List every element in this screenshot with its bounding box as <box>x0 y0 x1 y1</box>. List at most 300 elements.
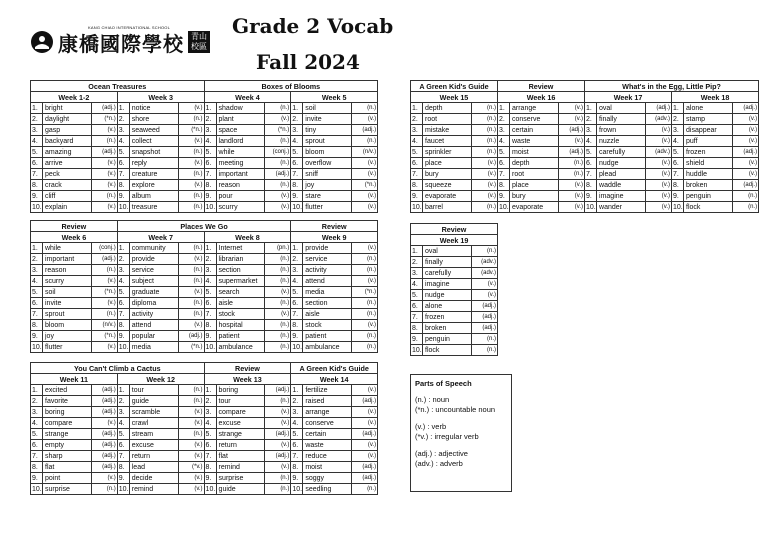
week-label: Week 11 <box>31 374 118 385</box>
table-row <box>31 342 378 353</box>
word-number: 3. <box>31 265 43 276</box>
word-number: 6. <box>31 158 43 169</box>
vocab-word: explain <box>43 202 92 213</box>
vocab-word: collect <box>129 136 178 147</box>
part-of-speech: (v.) <box>265 418 291 429</box>
word-number: 1. <box>117 103 129 114</box>
vocab-word: reduce <box>303 451 352 462</box>
vocab-word: squeeze <box>423 180 472 191</box>
word-number: 6. <box>585 158 597 169</box>
word-number: 5. <box>411 147 423 158</box>
vocab-word: reason <box>43 265 92 276</box>
table-row <box>411 323 498 334</box>
table-row <box>31 331 378 342</box>
vocab-word: finally <box>597 114 646 125</box>
word-number: 8. <box>31 462 43 473</box>
word-number: 2. <box>291 254 303 265</box>
vocab-word: stream <box>129 429 178 440</box>
vocab-word: tiny <box>303 125 352 136</box>
part-of-speech: (n.) <box>178 309 204 320</box>
table-row <box>411 268 498 279</box>
school-emblem-icon <box>30 30 54 54</box>
vocab-word: favorite <box>43 396 92 407</box>
table-row <box>31 191 378 202</box>
part-of-speech: (n.) <box>265 158 291 169</box>
word-number: 2. <box>117 114 129 125</box>
legend-group-adjective <box>415 449 507 469</box>
section-header-row <box>411 224 498 235</box>
word-number: 10. <box>118 343 129 351</box>
section-title: You Can't Climb a Cactus <box>31 363 205 374</box>
word-number: 2. <box>291 114 303 125</box>
word-number: 6. <box>498 158 510 169</box>
table-row <box>31 320 378 331</box>
word-number: 6. <box>117 440 129 451</box>
part-of-speech: (v.) <box>352 407 378 418</box>
word-number: 4. <box>117 276 129 287</box>
word-number: 7. <box>31 169 43 180</box>
word-number: 8. <box>117 462 129 473</box>
vocab-word: provide <box>129 254 178 265</box>
section-title: A Green Kid's Guide <box>291 363 378 374</box>
word-number: 1. <box>117 385 129 396</box>
legend-title: Parts of Speech <box>415 379 472 388</box>
legend-group-verb <box>415 422 507 442</box>
week-label: Week 14 <box>291 374 378 385</box>
vocab-word: stare <box>303 191 352 202</box>
vocab-word: stock <box>216 309 265 320</box>
table-row <box>411 345 498 356</box>
word-number: 8. <box>117 320 129 331</box>
week-label: Week 5 <box>291 92 378 103</box>
word-number: 8. <box>672 180 684 191</box>
part-of-speech: (adj.) <box>91 385 117 396</box>
vocab-word: arrive <box>43 158 92 169</box>
part-of-speech: (adj.) <box>91 407 117 418</box>
vocab-word: sprout <box>43 309 92 320</box>
vocab-word: while <box>43 243 92 254</box>
part-of-speech: (n.) <box>472 114 498 125</box>
part-of-speech: (v.) <box>178 180 204 191</box>
word-number: 6. <box>291 158 303 169</box>
part-of-speech: (conj.) <box>91 243 117 254</box>
part-of-speech: (v.) <box>472 158 498 169</box>
part-of-speech: (adj.) <box>559 125 585 136</box>
section-title: Review <box>411 224 498 235</box>
part-of-speech: (n.) <box>472 136 498 147</box>
word-number: 7. <box>291 451 303 462</box>
legend-group-noun <box>415 395 507 415</box>
part-of-speech: (*v.) <box>178 462 204 473</box>
legend-line: (*n.) : uncountable noun <box>415 405 496 414</box>
part-of-speech: (n.) <box>265 298 291 309</box>
vocab-word: scurry <box>216 202 265 213</box>
part-of-speech: (*n.) <box>352 180 378 191</box>
word-number: 2. <box>411 257 423 268</box>
vocab-word: landlord <box>216 136 265 147</box>
part-of-speech: (v.) <box>646 169 672 180</box>
vocab-word: bury <box>510 191 559 202</box>
word-number: 4. <box>585 136 597 147</box>
part-of-speech: (n.) <box>352 265 378 276</box>
vocab-word: soil <box>303 103 352 114</box>
campus-line-2: 校區 <box>191 42 207 51</box>
vocab-word: ambulance <box>216 342 265 353</box>
vocab-word: waddle <box>597 180 646 191</box>
part-of-speech: (adj.) <box>472 312 498 323</box>
part-of-speech: (n.) <box>265 265 291 276</box>
part-of-speech: (v.) <box>352 158 378 169</box>
vocab-word: graduate <box>129 287 178 298</box>
word-number: 1. <box>31 103 43 114</box>
table-row <box>31 473 378 484</box>
vocab-word: important <box>43 254 92 265</box>
word-number: 2. <box>204 114 216 125</box>
part-of-speech: (n.) <box>178 385 204 396</box>
word-number: 9. <box>117 191 129 202</box>
word-number: 1. <box>411 103 423 114</box>
vocab-word: librarian <box>216 254 265 265</box>
word-number: 4. <box>204 276 216 287</box>
table-row <box>31 396 378 407</box>
word-number: 9. <box>291 191 303 202</box>
part-of-speech: (v.) <box>559 114 585 125</box>
word-number: 2. <box>204 396 216 407</box>
part-of-speech: (v.) <box>91 202 117 213</box>
vocab-word: aisle <box>303 309 352 320</box>
part-of-speech: (v.) <box>91 276 117 287</box>
vocab-word: guide <box>129 396 178 407</box>
vocab-word: flock <box>684 202 733 213</box>
part-of-speech: (n.) <box>265 473 291 484</box>
word-number: 6. <box>117 298 129 309</box>
part-of-speech: (n.) <box>265 254 291 265</box>
school-name-english: KANG CHIAO INTERNATIONAL SCHOOL <box>88 25 170 30</box>
table-row <box>31 440 378 451</box>
part-of-speech: (v.) <box>646 136 672 147</box>
part-of-speech: (n.) <box>91 265 117 276</box>
vocab-word: nuzzle <box>597 136 646 147</box>
word-number: 9. <box>117 331 129 342</box>
word-number: 7. <box>411 169 423 180</box>
table-row <box>31 125 378 136</box>
word-number: 8. <box>204 180 216 191</box>
table-row <box>411 169 759 180</box>
part-of-speech: (n.) <box>352 298 378 309</box>
word-number: 4. <box>204 418 216 429</box>
part-of-speech: (v.) <box>265 440 291 451</box>
part-of-speech: (adj.) <box>265 385 291 396</box>
part-of-speech: (v.) <box>91 298 117 309</box>
week-header-row <box>411 235 498 246</box>
vocab-word: flat <box>43 462 92 473</box>
part-of-speech: (adj.) <box>91 440 117 451</box>
part-of-speech: (v.) <box>352 114 378 125</box>
part-of-speech: (v.) <box>265 191 291 202</box>
vocab-word: flock <box>423 345 472 356</box>
part-of-speech: (n.) <box>178 169 204 180</box>
word-number: 1. <box>585 103 597 114</box>
word-number: 3. <box>411 125 423 136</box>
part-of-speech: (v.) <box>91 180 117 191</box>
word-number: 7. <box>291 309 303 320</box>
part-of-speech: (pn.) <box>265 243 291 254</box>
word-number: 3. <box>291 125 303 136</box>
part-of-speech: (v.) <box>352 169 378 180</box>
word-number: 9. <box>204 331 216 342</box>
vocab-word: broken <box>423 323 472 334</box>
vocab-word: plant <box>216 114 265 125</box>
word-number: 5. <box>498 147 510 158</box>
word-number: 10. <box>412 346 422 354</box>
word-number: 6. <box>411 301 423 312</box>
table-row <box>411 125 759 136</box>
word-number: 10. <box>32 343 42 351</box>
vocab-word: strange <box>43 429 92 440</box>
vocab-word: return <box>129 451 178 462</box>
vocab-word: bright <box>43 103 92 114</box>
part-of-speech: (adj.) <box>91 451 117 462</box>
vocab-word: invite <box>303 114 352 125</box>
word-number: 9. <box>31 473 43 484</box>
vocab-word: activity <box>129 309 178 320</box>
part-of-speech: (adj.) <box>352 462 378 473</box>
vocab-word: stamp <box>684 114 733 125</box>
part-of-speech: (conj.) <box>265 147 291 158</box>
vocab-word: hospital <box>216 320 265 331</box>
part-of-speech: (v.) <box>178 473 204 484</box>
part-of-speech: (v.) <box>91 125 117 136</box>
vocab-word: moist <box>303 462 352 473</box>
vocab-word: crawl <box>129 418 178 429</box>
vocab-table-weeks-15-18 <box>410 80 759 213</box>
part-of-speech: (v.) <box>91 342 117 353</box>
word-number: 8. <box>291 180 303 191</box>
part-of-speech: (n.) <box>472 202 498 213</box>
part-of-speech: (n.) <box>472 125 498 136</box>
table-row <box>31 287 378 298</box>
part-of-speech: (n.) <box>265 342 291 353</box>
table-row <box>411 191 759 202</box>
vocab-word: wander <box>597 202 646 213</box>
part-of-speech: (adv.) <box>472 257 498 268</box>
word-number: 2. <box>411 114 423 125</box>
word-number: 10. <box>292 485 303 493</box>
word-number: 4. <box>117 136 129 147</box>
vocab-word: fertilize <box>303 385 352 396</box>
part-of-speech: (n.) <box>352 331 378 342</box>
part-of-speech: (adj.) <box>646 103 672 114</box>
vocab-word: waste <box>303 440 352 451</box>
vocab-word: place <box>423 158 472 169</box>
vocab-word: puff <box>684 136 733 147</box>
part-of-speech: (v.) <box>178 407 204 418</box>
part-of-speech: (n.) <box>178 396 204 407</box>
part-of-speech: (*n.) <box>91 287 117 298</box>
table-row <box>31 418 378 429</box>
part-of-speech: (v.) <box>352 418 378 429</box>
part-of-speech: (n.) <box>91 191 117 202</box>
section-title: Ocean Treasures <box>31 81 205 92</box>
part-of-speech: (v.) <box>265 407 291 418</box>
vocab-word: backyard <box>43 136 92 147</box>
word-number: 9. <box>204 473 216 484</box>
vocab-word: frozen <box>423 312 472 323</box>
vocab-word: soil <box>43 287 92 298</box>
word-number: 7. <box>585 169 597 180</box>
vocab-word: reason <box>216 180 265 191</box>
table-row <box>31 114 378 125</box>
school-name-chinese: 康橋國際學校 <box>58 31 184 56</box>
week-label: Week 15 <box>411 92 498 103</box>
part-of-speech: (v.) <box>352 243 378 254</box>
section-header-row <box>411 81 759 92</box>
table-row <box>411 290 498 301</box>
word-number: 1. <box>31 243 43 254</box>
word-number: 8. <box>204 320 216 331</box>
week-label: Week 16 <box>498 92 585 103</box>
word-number: 10. <box>205 343 216 351</box>
part-of-speech: (*n.) <box>91 331 117 342</box>
section-title: Review <box>31 221 118 232</box>
part-of-speech: (adj.) <box>178 331 204 342</box>
part-of-speech: (v.) <box>178 484 204 495</box>
vocab-word: scramble <box>129 407 178 418</box>
vocab-word: search <box>216 287 265 298</box>
word-number: 8. <box>585 180 597 191</box>
vocab-word: provide <box>303 243 352 254</box>
part-of-speech: (adj.) <box>472 301 498 312</box>
part-of-speech: (adj.) <box>265 169 291 180</box>
part-of-speech: (adj.) <box>733 147 759 158</box>
word-number: 6. <box>411 158 423 169</box>
vocab-word: carefully <box>597 147 646 158</box>
word-number: 8. <box>204 462 216 473</box>
word-number: 8. <box>31 180 43 191</box>
word-number: 4. <box>291 418 303 429</box>
table-row <box>411 136 759 147</box>
word-number: 9. <box>411 191 423 202</box>
table-row <box>411 334 498 345</box>
word-number: 3. <box>498 125 510 136</box>
word-number: 10. <box>118 485 129 493</box>
word-number: 6. <box>204 440 216 451</box>
week-label: Week 19 <box>411 235 498 246</box>
part-of-speech: (adj.) <box>265 451 291 462</box>
table-row <box>31 202 378 213</box>
week-label: Week 13 <box>204 374 291 385</box>
part-of-speech: (v.) <box>352 276 378 287</box>
vocab-word: huddle <box>684 169 733 180</box>
word-number: 10. <box>205 203 216 211</box>
word-number: 3. <box>291 407 303 418</box>
part-of-speech: (n.) <box>265 396 291 407</box>
section-title: A Green Kid's Guide <box>411 81 498 92</box>
part-of-speech: (n.) <box>178 276 204 287</box>
vocab-word: alone <box>423 301 472 312</box>
word-number: 2. <box>31 114 43 125</box>
page-header <box>0 0 768 80</box>
vocab-word: reply <box>129 158 178 169</box>
part-of-speech: (n.) <box>178 202 204 213</box>
vocab-word: explore <box>129 180 178 191</box>
part-of-speech: (v.) <box>559 103 585 114</box>
vocab-word: invite <box>43 298 92 309</box>
vocab-word: patient <box>303 331 352 342</box>
part-of-speech: (v.) <box>178 158 204 169</box>
word-number: 7. <box>117 309 129 320</box>
word-number: 9. <box>411 334 423 345</box>
part-of-speech: (adv.) <box>646 114 672 125</box>
table-row <box>411 103 759 114</box>
word-number: 7. <box>204 309 216 320</box>
table-row <box>411 180 759 191</box>
part-of-speech: (v.) <box>472 279 498 290</box>
word-number: 1. <box>204 385 216 396</box>
vocab-word: root <box>510 169 559 180</box>
vocab-word: bloom <box>303 147 352 158</box>
part-of-speech: (adv.) <box>646 147 672 158</box>
vocab-word: compare <box>43 418 92 429</box>
word-number: 3. <box>31 125 43 136</box>
table-row <box>411 312 498 323</box>
part-of-speech: (n.) <box>352 309 378 320</box>
word-number: 5. <box>117 287 129 298</box>
table-row <box>31 254 378 265</box>
part-of-speech: (adj.) <box>91 396 117 407</box>
part-of-speech: (v.) <box>646 125 672 136</box>
word-number: 4. <box>204 136 216 147</box>
word-number: 7. <box>498 169 510 180</box>
vocab-word: boring <box>43 407 92 418</box>
word-number: 7. <box>117 169 129 180</box>
part-of-speech: (adj.) <box>352 429 378 440</box>
part-of-speech: (adj.) <box>733 103 759 114</box>
part-of-speech: (v.) <box>352 191 378 202</box>
vocab-word: place <box>510 180 559 191</box>
part-of-speech: (adj.) <box>91 254 117 265</box>
word-number: 6. <box>672 158 684 169</box>
word-number: 3. <box>204 407 216 418</box>
part-of-speech: (n.) <box>352 103 378 114</box>
part-of-speech: (n.) <box>472 334 498 345</box>
word-number: 8. <box>31 320 43 331</box>
word-number: 6. <box>31 440 43 451</box>
vocab-word: nudge <box>423 290 472 301</box>
word-number: 2. <box>117 396 129 407</box>
vocab-word: joy <box>43 331 92 342</box>
week-label: Week 6 <box>31 232 118 243</box>
vocab-word: seedling <box>303 484 352 495</box>
part-of-speech: (v.) <box>733 114 759 125</box>
part-of-speech: (v.) <box>178 287 204 298</box>
word-number: 10. <box>205 485 216 493</box>
word-number: 9. <box>498 191 510 202</box>
section-title: Boxes of Blooms <box>204 81 378 92</box>
word-number: 10. <box>673 203 683 211</box>
vocab-word: sprinkler <box>423 147 472 158</box>
vocab-table-weeks-6-9 <box>30 220 378 353</box>
word-number: 5. <box>411 290 423 301</box>
word-number: 7. <box>672 169 684 180</box>
vocab-word: finally <box>423 257 472 268</box>
part-of-speech: (adj.) <box>91 429 117 440</box>
vocab-word: remind <box>216 462 265 473</box>
vocab-word: surprise <box>216 473 265 484</box>
vocab-word: album <box>129 191 178 202</box>
page-subtitle: Fall 2024 <box>256 50 360 74</box>
week-label: Week 7 <box>117 232 204 243</box>
